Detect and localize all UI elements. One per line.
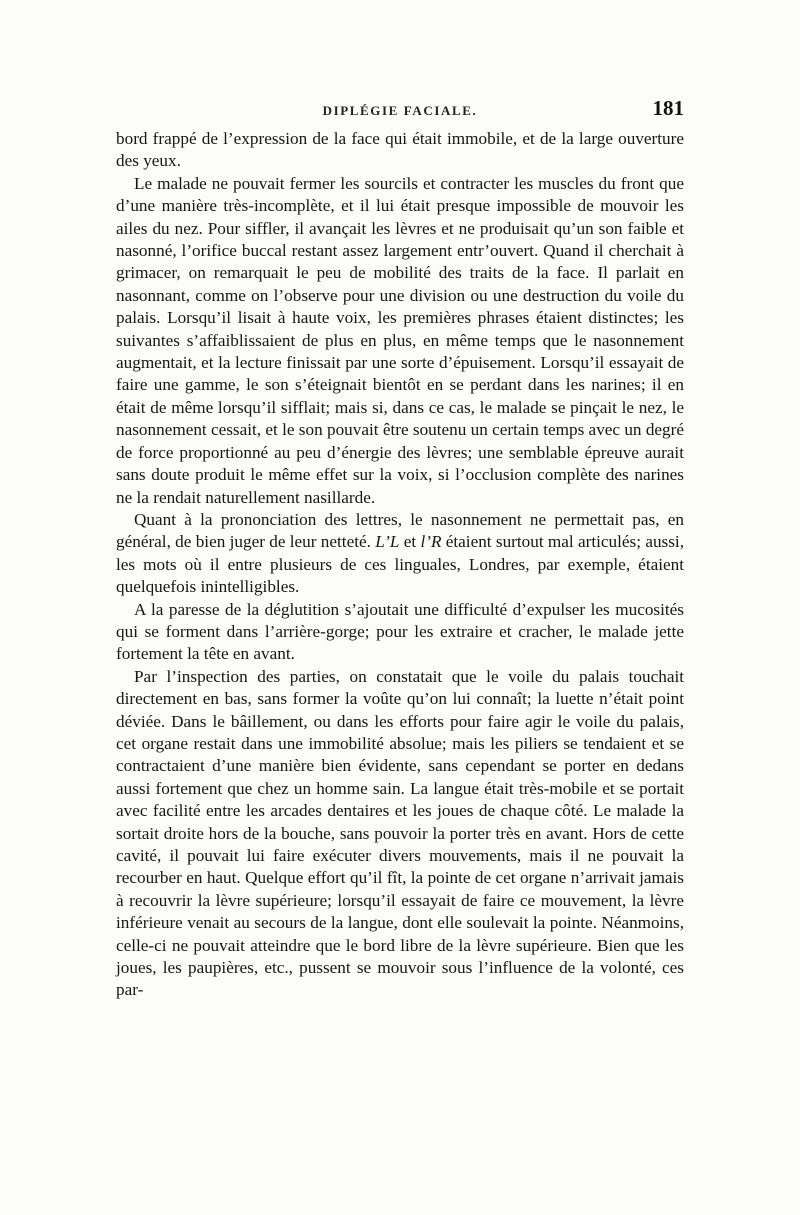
paragraph-continuation: bord frappé de l’expression de la face qui était immobile, et de la large ouverture des yeux. [116, 129, 684, 171]
paragraph: A la paresse de la déglutition s’ajoutait une difficulté d’expulser les mucosités qui se forment dans l’arrière-gorge; pour les extraire et cracher, le malade jette fortement la tête en avant. [116, 599, 684, 664]
running-title: DIPLÉGIE FACIALE. [322, 103, 478, 118]
running-head [116, 96, 684, 124]
body-text [116, 128, 684, 1002]
paragraph-text: et [399, 532, 421, 552]
italic-letter: l’R [420, 532, 442, 552]
paragraph-text: Quant à la prononciation des lettres, le nasonnement ne permettait pas, en général, de bien juger de leur netteté. [116, 509, 684, 552]
italic-letter: L’L [375, 532, 400, 552]
paragraph: Le malade ne pouvait fermer les sourcils et contracter les muscles du front que d’une manière très-incomplète, et il lui était presque impossible de mouvoir les ailes du nez. Pour siffler, il avançait les lèvres et ne produisait qu’un son faible et nasonné, l’orifice buccal restant assez largement entr’ouvert. Quand il cherchait à grimacer, on remarquait le peu de mobilité des traits de la face. Il parlait en nasonnant, comme on l’observe pour une division ou une destruction du voile du palais. Lorsqu’il lisait à haute voix, les premières phrases étaient distinctes; les suivantes s’affaiblissaient de plus en plus, en même temps que le nasonnement augmentait, et la lecture finissait par une sorte d’épuisement. Lorsqu’il essayait de faire une gamme, le son s’éteignait bientôt en se perdant dans les narines; il en était de même lorsqu’il sifflait; mais si, dans ce cas, le malade se pinçait le nez, le nasonnement cessait, et le son pouvait être soutenu un certain temps avec un degré de force proportionné au peu d’énergie des lèvres; une semblable épreuve aurait sans doute produit le même effet sur la voix, si l’occlusion complète des narines ne la rendait naturellement nasillarde. [116, 173, 684, 507]
paragraph-pronunciation [116, 509, 684, 599]
paragraph: Par l’inspection des parties, on constatait que le voile du palais touchait directement en bas, sans former la voûte qu’on lui connaît; la luette n’était point déviée. Dans le bâillement, ou dans les efforts pour faire agir le voile du palais, cet organe restait dans une immobilité absolue; mais les piliers se tendaient et se contractaient d’une manière bien évidente, sans cependant se porter en dedans aussi fortement que chez un homme sain. La langue était très-mobile et se portait avec facilité entre les arcades dentaires et les joues de chaque côté. Le malade la sortait droite hors de la bouche, sans pouvoir la porter très en avant. Hors de cette cavité, il pouvait lui faire exécuter divers mouvements, mais il ne pouvait la recourber en haut. Quelque effort qu’il fît, la pointe de cet organe n’arrivait jamais à recouvrir la lèvre supérieure; lorsqu’il essayait de faire ce mouvement, la lèvre inférieure venait au secours de la langue, dont elle soulevait la pointe. Néanmoins, celle-ci ne pouvait atteindre que le bord libre de la lèvre supérieure. Bien que les joues, les paupières, etc., pussent se mouvoir sous l’influence de la volonté, ces par- [116, 666, 684, 1000]
page-number: 181 [652, 96, 684, 120]
paragraph-text: étaient surtout mal articulés; aussi, les mots où il entre plusieurs de ces linguales, Londres, par exemple, étaient quelquefois inintelligibles. [116, 532, 684, 597]
